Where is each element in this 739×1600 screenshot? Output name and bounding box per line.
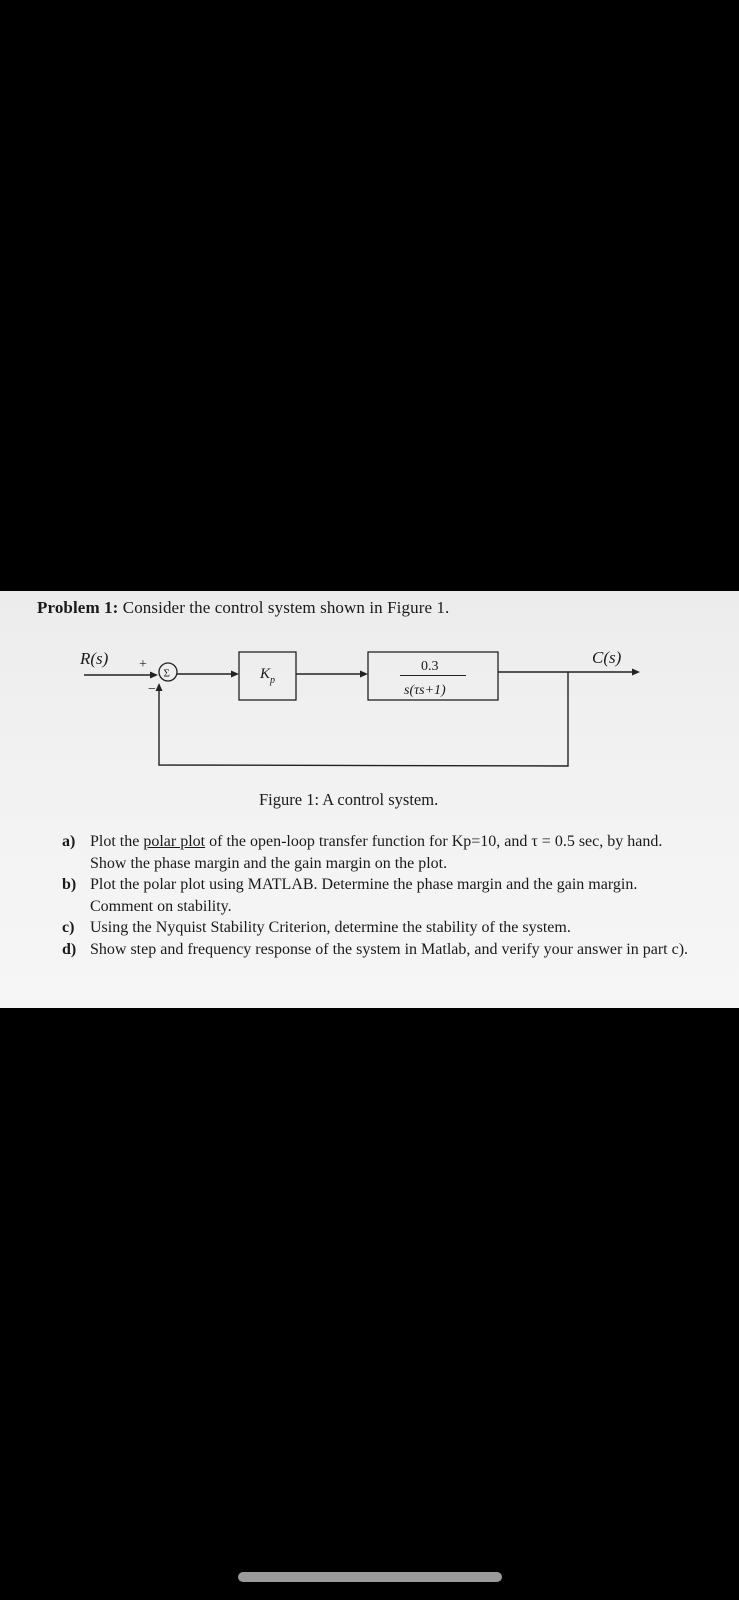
part-d-label: d) — [62, 940, 77, 958]
block-diagram — [0, 636, 739, 786]
input-label: R(s) — [80, 649, 109, 668]
problem-document — [0, 591, 739, 1008]
polar-plot-link[interactable]: polar plot — [143, 833, 206, 850]
part-a — [62, 831, 692, 874]
part-c-text: Using the Nyquist Stability Criterion, determine the stability of the system. — [90, 919, 571, 936]
feedback-arrowhead — [156, 683, 163, 691]
gain-subscript: p — [270, 675, 276, 686]
input-arrowhead — [150, 672, 158, 679]
part-b — [62, 874, 692, 917]
minus-sign: − — [148, 682, 156, 697]
sum-symbol: Σ — [163, 667, 170, 680]
problem-text: Consider the control system shown in Figure 1. — [118, 598, 450, 617]
gain-block-label — [259, 666, 275, 686]
output-arrowhead — [632, 669, 640, 676]
plus-sign: + — [139, 657, 147, 672]
question-parts — [62, 831, 692, 960]
part-d — [62, 939, 692, 961]
gain-symbol: K — [260, 666, 271, 682]
output-label: C(s) — [592, 648, 622, 667]
error-arrowhead — [231, 671, 239, 678]
plant-denominator: s(τs+1) — [404, 683, 446, 698]
part-a-text-before: Plot the — [90, 833, 144, 850]
part-a-text-after: of the open-loop transfer function for Kp=10, and τ = 0.5 sec, by hand. Show the phase margin and the gain margin on the plot. — [90, 833, 663, 872]
part-c-label: c) — [62, 919, 75, 936]
part-b-text: Plot the polar plot using MATLAB. Determine the phase margin and the gain margin. Comment on stability. — [90, 876, 638, 915]
part-d-text: Show step and frequency response of the system in Matlab, and verify your answer in part c). — [90, 940, 689, 958]
problem-label: Problem 1: — [37, 598, 119, 617]
feedback-path — [159, 672, 568, 766]
figure-caption: Figure 1: A control system. — [259, 790, 439, 809]
home-indicator-bar[interactable] — [238, 1572, 502, 1582]
problem-heading — [37, 598, 449, 618]
plant-numerator: 0.3 — [421, 659, 439, 674]
part-b-label: b) — [62, 876, 77, 893]
part-c — [62, 917, 692, 939]
control-arrowhead — [360, 671, 368, 678]
part-a-label: a) — [62, 833, 76, 850]
